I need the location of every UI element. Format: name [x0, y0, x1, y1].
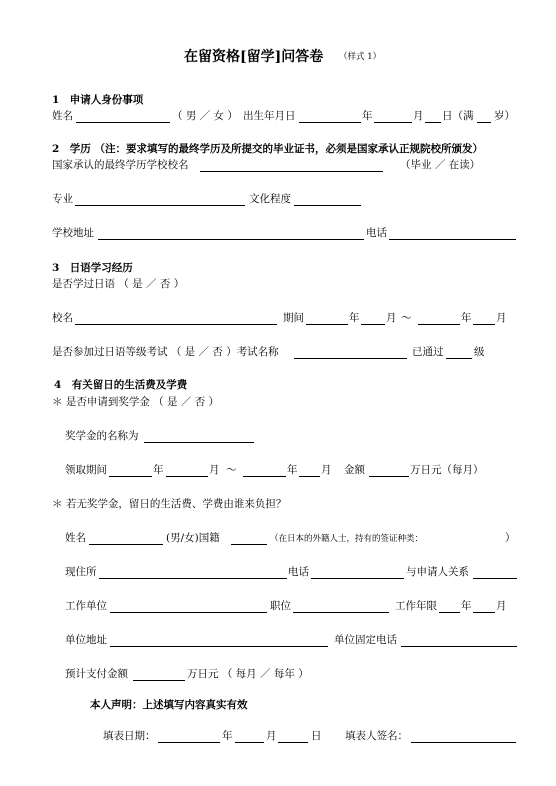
payment-amount-field[interactable] — [133, 680, 185, 681]
fill-date-year-unit: 年 — [222, 730, 233, 742]
study-period-label: 期间 — [283, 312, 304, 324]
office-phone-field[interactable] — [401, 646, 517, 647]
office-phone-label: 单位固定电话 — [334, 634, 397, 646]
sponsor-phone-field[interactable] — [311, 578, 404, 579]
exam-name-field[interactable] — [294, 358, 407, 359]
graduation-status-options[interactable]: （毕业 ／ 在读） — [400, 159, 481, 171]
fill-date-year-field[interactable] — [158, 742, 220, 743]
receive-start-month-field[interactable] — [166, 476, 208, 477]
japanese-school-label: 校名 — [52, 312, 73, 324]
period-tilde: ～ — [401, 312, 412, 324]
applicant-name-field[interactable] — [76, 122, 170, 123]
applicant-name-label: 姓名 — [52, 110, 73, 122]
receive-end-year-unit: 年 — [287, 464, 298, 476]
sponsor-position-field[interactable] — [293, 612, 389, 613]
dob-day-age-open: 日（满 — [442, 110, 474, 122]
school-name-field[interactable] — [200, 171, 383, 172]
dob-month-field[interactable] — [374, 122, 412, 123]
sponsor-years-year-unit: 年 — [461, 600, 472, 612]
education-level-field[interactable] — [294, 205, 361, 206]
scholarship-name-field[interactable] — [144, 442, 254, 443]
section-1-heading: 1 申请人身份事项 — [52, 94, 144, 106]
scholarship-amount-unit: 万日元（每月） — [410, 464, 484, 476]
education-level-label: 文化程度 — [249, 193, 291, 205]
school-address-label: 学校地址 — [52, 227, 94, 239]
age-field[interactable] — [477, 122, 491, 123]
scholarship-name-label: 奖学金的名称为 — [65, 430, 139, 442]
school-name-label: 国家承认的最终学历学校校名 — [52, 159, 189, 171]
passed-level-label: 已通过 — [412, 346, 444, 358]
receive-start-year-unit: 年 — [153, 464, 164, 476]
sponsor-years-label: 工作年限 — [395, 600, 437, 612]
sponsor-residence-label: 现住所 — [65, 566, 97, 578]
visa-note-close: ） — [505, 532, 516, 544]
fill-date-day-field[interactable] — [278, 742, 308, 743]
section-4-heading: 4 有关留日的生活费及学费 — [54, 379, 188, 391]
payment-amount-unit[interactable]: 万日元 （ 每月 ／ 每年 ） — [187, 668, 309, 680]
declaration-text: 本人声明：上述填写内容真实有效 — [90, 699, 248, 711]
sponsor-gender-nationality-label[interactable]: (男/女)国籍 — [166, 532, 220, 544]
sponsor-workplace-label: 工作单位 — [65, 600, 107, 612]
dob-month-unit: 月 — [413, 110, 424, 122]
age-unit: 岁） — [494, 110, 515, 122]
fill-date-month-field[interactable] — [235, 742, 264, 743]
passed-level-field[interactable] — [446, 358, 472, 359]
sponsor-relation-label: 与申请人关系 — [406, 566, 469, 578]
applicant-gender-options[interactable]: （ 男 ／ 女 ） — [172, 110, 238, 122]
visa-type-note: （在日本的外籍人士，持有的签证种类： — [270, 534, 424, 544]
period-end-year-unit: 年 — [461, 312, 472, 324]
fill-date-day-unit: 日 — [311, 730, 322, 742]
dob-year-unit: 年 — [362, 110, 373, 122]
scholarship-question[interactable]: ＊ 是否申请到奖学金 （ 是 ／ 否 ） — [52, 396, 220, 408]
fill-date-label: 填表日期： — [103, 730, 156, 742]
sponsor-phone-label: 电话 — [288, 566, 309, 578]
no-scholarship-question: ＊ 若无奖学金，留日的生活费、学费由谁来负担？ — [52, 498, 287, 510]
major-label: 专业 — [52, 193, 73, 205]
sponsor-years-month-unit: 月 — [496, 600, 507, 612]
sponsor-nationality-field[interactable] — [231, 544, 267, 545]
sponsor-name-label: 姓名 — [65, 532, 86, 544]
section-2-heading: 2 学历 （注：要求填写的最终学历及所提交的毕业证书，必须是国家承认正规院校所颁发） — [52, 143, 483, 155]
period-end-year-field[interactable] — [418, 324, 460, 325]
scholarship-amount-label: 金额 — [344, 464, 365, 476]
form-style-label: （样式 1） — [339, 52, 382, 62]
receive-start-year-field[interactable] — [109, 476, 152, 477]
page-title: 在留资格[留学]问答卷 — [184, 49, 324, 65]
level-unit: 级 — [474, 346, 485, 358]
sponsor-residence-field[interactable] — [99, 578, 287, 579]
receive-end-year-field[interactable] — [243, 476, 286, 477]
period-end-month-field[interactable] — [473, 324, 495, 325]
scholarship-amount-field[interactable] — [369, 476, 409, 477]
office-address-label: 单位地址 — [65, 634, 107, 646]
receive-period-label: 领取期间 — [65, 464, 107, 476]
sponsor-name-field[interactable] — [89, 544, 163, 545]
receive-end-month-field[interactable] — [299, 476, 320, 477]
school-phone-label: 电话 — [366, 227, 387, 239]
japanese-school-field[interactable] — [75, 324, 277, 325]
period-start-year-unit: 年 — [349, 312, 360, 324]
sponsor-relation-field[interactable] — [473, 578, 517, 579]
sponsor-years-field[interactable] — [439, 612, 460, 613]
sponsor-months-field[interactable] — [473, 612, 495, 613]
period-start-month-unit: 月 — [386, 312, 397, 324]
dob-label: 出生年月日 — [243, 110, 296, 122]
section-3-heading: 3 日语学习经历 — [52, 262, 133, 274]
jlpt-question[interactable]: 是否参加过日语等级考试 （ 是 ／ 否 ）考试名称 — [52, 346, 279, 358]
office-address-field[interactable] — [110, 646, 328, 647]
payment-amount-label: 预计支付金额 — [65, 668, 128, 680]
school-address-field[interactable] — [98, 239, 364, 240]
school-phone-field[interactable] — [389, 239, 516, 240]
period-start-year-field[interactable] — [306, 324, 348, 325]
dob-day-field[interactable] — [425, 122, 441, 123]
signature-field[interactable] — [411, 742, 516, 743]
receive-start-month-unit: 月 — [209, 464, 220, 476]
major-field[interactable] — [75, 205, 245, 206]
period-end-month-unit: 月 — [496, 312, 507, 324]
studied-japanese-question[interactable]: 是否学过日语 （ 是 ／ 否 ） — [52, 278, 185, 290]
sponsor-workplace-field[interactable] — [110, 612, 267, 613]
signature-label: 填表人签名： — [345, 730, 408, 742]
receive-end-month-unit: 月 — [321, 464, 332, 476]
sponsor-position-label: 职位 — [270, 600, 291, 612]
fill-date-month-unit: 月 — [266, 730, 277, 742]
period-start-month-field[interactable] — [361, 324, 385, 325]
receive-tilde: ～ — [226, 464, 237, 476]
dob-year-field[interactable] — [299, 122, 361, 123]
